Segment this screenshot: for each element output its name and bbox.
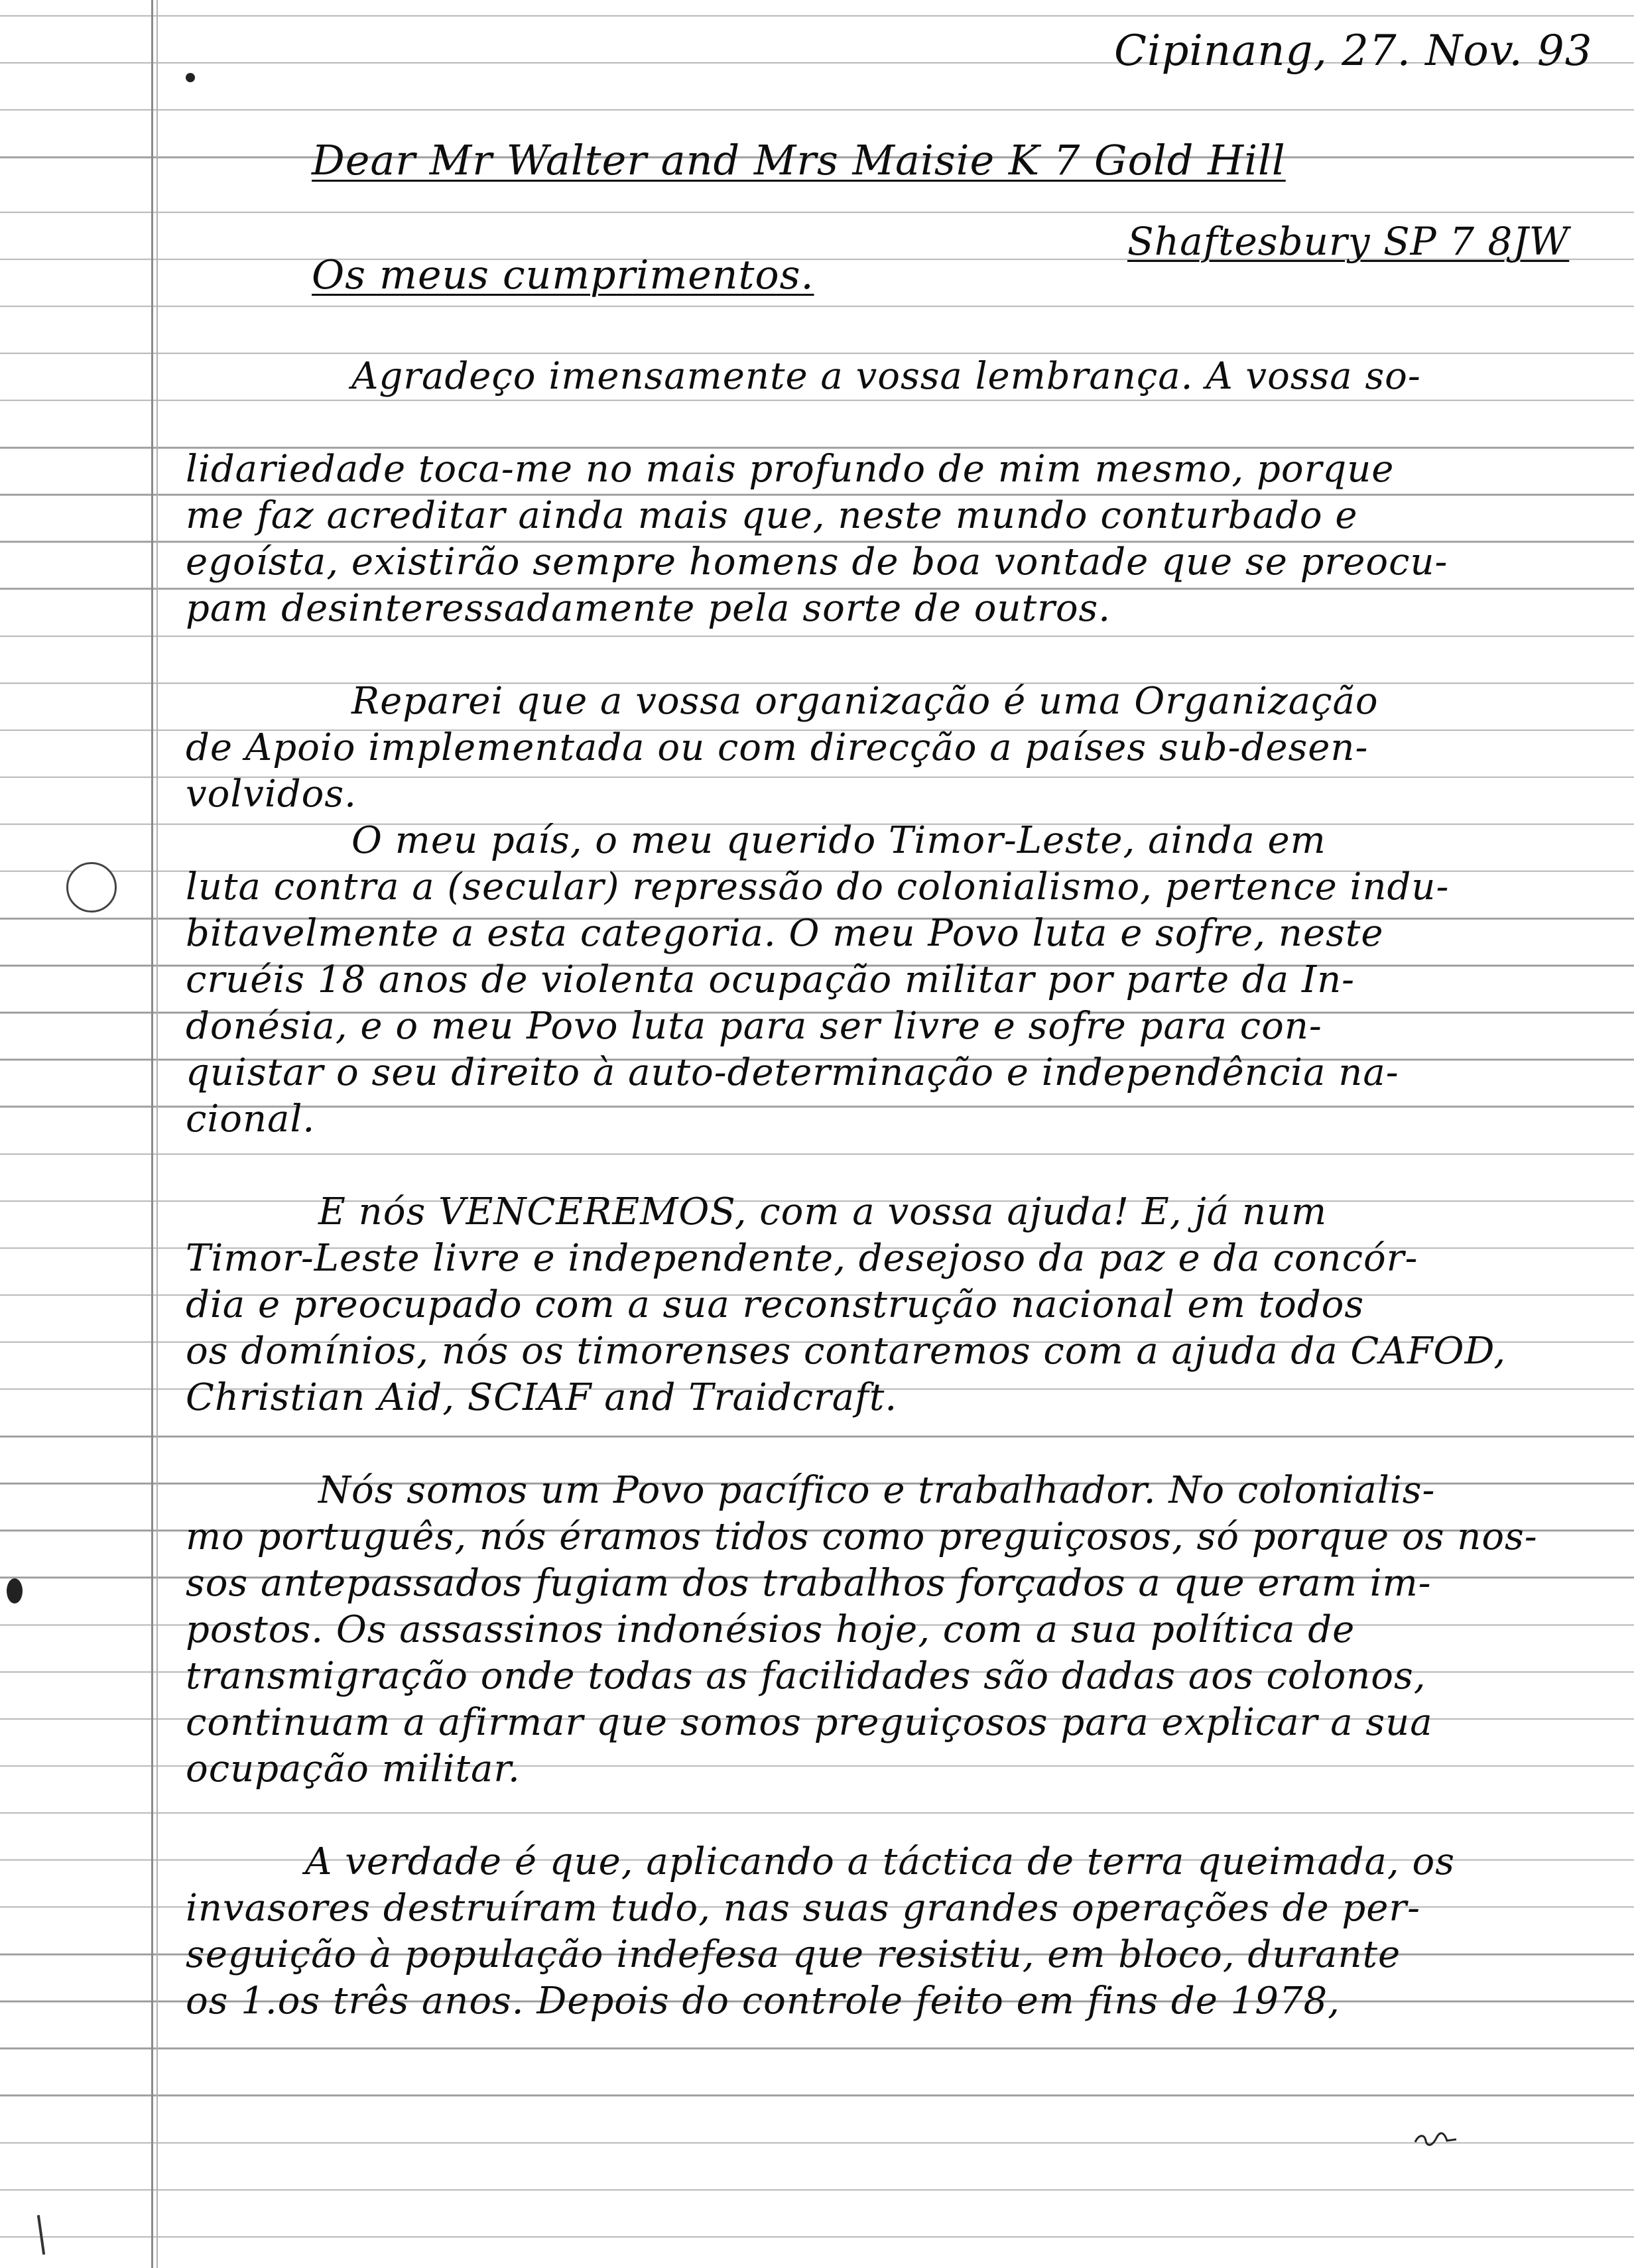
letter-line: os 1.os três anos. Depois do controle feito em fins de 1978, (186, 1980, 1340, 2023)
recipient-address: Dear Mr Walter and Mrs Maisie K 7 Gold Hill (312, 136, 1286, 184)
letter-line: sos antepassados fugiam dos trabalhos forçados a que eram im- (186, 1562, 1432, 1605)
letter-line: Nós somos um Povo pacífico e trabalhador. No colonialis- (318, 1469, 1436, 1512)
scan-mark (37, 2215, 45, 2255)
letter-line: continuam a afirmar que somos preguiçosos para explicar a sua (186, 1701, 1433, 1744)
letter-line: os domínios, nós os timorenses contaremos com a ajuda da CAFOD, (186, 1330, 1507, 1373)
letter-line: bitavelmente a esta categoria. O meu Povo luta e sofre, neste (186, 912, 1384, 955)
letter-line: Reparei que a vossa organização é uma Organização (351, 680, 1379, 723)
initials-scribble (1413, 2130, 1459, 2147)
margin-rule (151, 0, 153, 2268)
letter-line: A verdade é que, aplicando a táctica de terra queimada, os (305, 1840, 1455, 1883)
letter-line: cional. (186, 1098, 316, 1141)
letter-line: transmigração onde todas as facilidades são dadas aos colonos, (186, 1655, 1426, 1698)
letter-line: quistar o seu direito à auto-determinação e independência na- (186, 1051, 1399, 1094)
scan-mark (7, 1578, 23, 1604)
letter-line: invasores destruíram tudo, nas suas grandes operações de per- (186, 1887, 1421, 1930)
letter-line: egoísta, existirão sempre homens de boa vontade que se preocu- (186, 540, 1448, 584)
letter-line: pam desinteressadamente pela sorte de outros. (186, 587, 1111, 630)
margin-rule-secondary (157, 0, 158, 2268)
letter-line: mo português, nós éramos tidos como preguiçosos, só porque os nos- (186, 1515, 1538, 1558)
punch-hole (66, 862, 117, 913)
scan-mark (186, 73, 195, 82)
letter-line: de Apoio implementada ou com direcção a países sub-desen- (186, 726, 1369, 769)
letter-line: Agradeço imensamente a vossa lembrança. A vossa so- (351, 355, 1421, 398)
dateline: Cipinang, 27. Nov. 93 (1114, 27, 1593, 76)
letter-line: Christian Aid, SCIAF and Traidcraft. (186, 1376, 898, 1419)
letter-line: O meu país, o meu querido Timor-Leste, ainda em (351, 819, 1326, 862)
greeting: Os meus cumprimentos. (312, 252, 814, 298)
letter-line: donésia, e o meu Povo luta para ser livre e sofre para con- (186, 1005, 1322, 1048)
letter-line: volvidos. (186, 773, 357, 816)
letter-line: dia e preocupado com a sua reconstrução nacional em todos (186, 1283, 1365, 1326)
letter-line: Timor-Leste livre e independente, desejoso da paz e da concór- (186, 1237, 1418, 1280)
letter-line: lidariedade toca-me no mais profundo de mim mesmo, porque (186, 448, 1395, 491)
letter-line: postos. Os assassinos indonésios hoje, com a sua política de (186, 1608, 1355, 1651)
recipient-address-town: Shaftesbury SP 7 8JW (1127, 219, 1570, 264)
letter-line: luta contra a (secular) repressão do colonialismo, pertence indu- (186, 865, 1450, 909)
letter-line: cruéis 18 anos de violenta ocupação militar por parte da In- (186, 958, 1355, 1001)
letter-line: E nós VENCEREMOS, com a vossa ajuda! E, já num (318, 1190, 1328, 1233)
letter-line: seguição à população indefesa que resistiu, em bloco, durante (186, 1933, 1401, 1976)
letter-line: ocupação militar. (186, 1747, 521, 1791)
letter-line: me faz acreditar ainda mais que, neste mundo conturbado e (186, 494, 1358, 537)
